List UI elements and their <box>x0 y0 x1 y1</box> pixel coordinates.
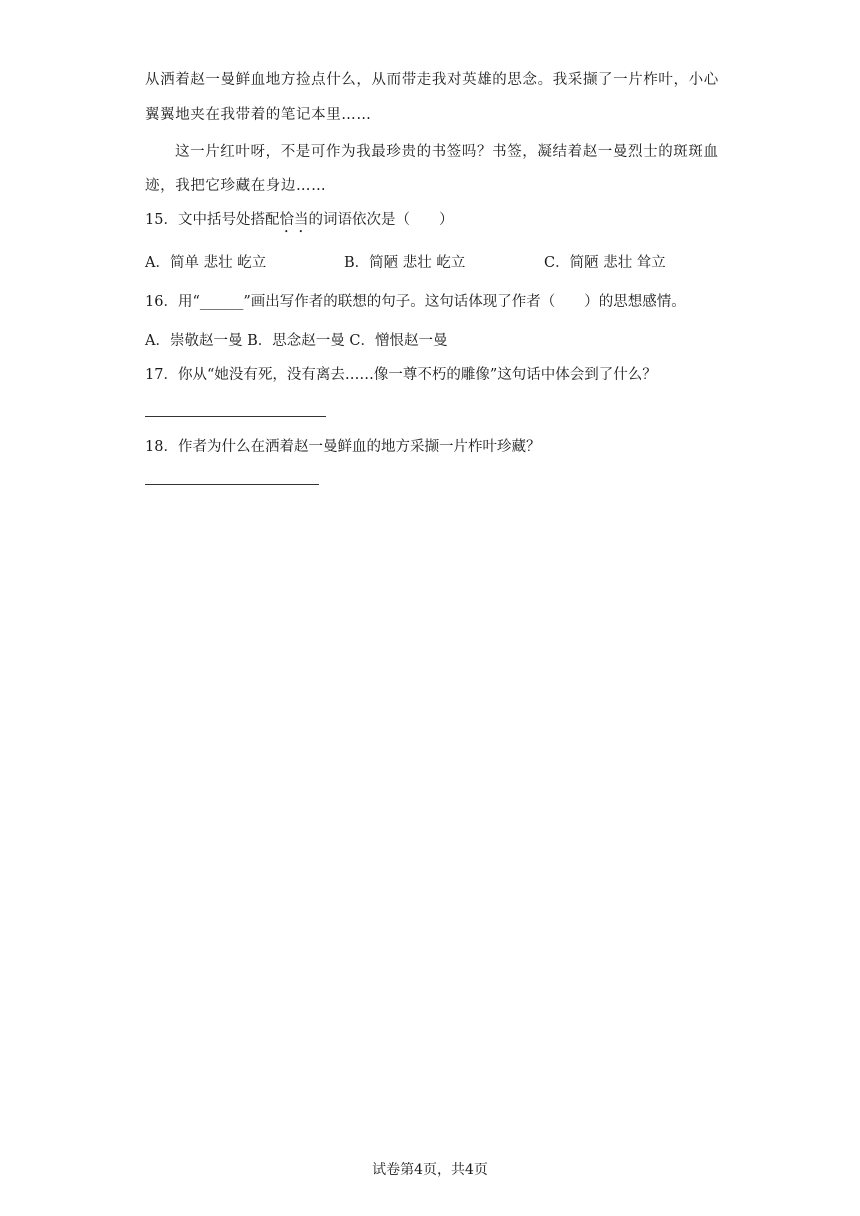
question-17-stem: 17．你从“她没有死，没有离去……像一尊不朽的雕像”这句话中体会到了什么？ <box>145 367 657 383</box>
question-16-stem: 16．用“______”画出写作者的联想的句子。这句话体现了作者（ ）的思想感情。 <box>145 294 686 310</box>
question-15-option-b: B．简陋 悲壮 屹立 <box>344 255 466 271</box>
question-18-stem: 18．作者为什么在洒着赵一曼鲜血的地方采撷一片柞叶珍藏？ <box>145 439 541 455</box>
question-16-options: A．崇敬赵一曼 B．思念赵一曼 C．憎恨赵一曼 <box>145 333 448 349</box>
passage-line-1: 从洒着赵一曼鲜血地方捡点什么，从而带走我对英雄的思念。我采撷了一片柞叶，小心 <box>145 72 719 88</box>
passage-line-3: 这一片红叶呀，不是可作为我最珍贵的书签吗？书签，凝结着赵一曼烈士的斑斑血 <box>175 144 719 160</box>
question-15-stem-part-1: 15．文中括号处搭配 <box>145 212 280 228</box>
question-15-option-a: A．简单 悲壮 屹立 <box>145 255 267 271</box>
question-17-answer-line[interactable] <box>145 416 326 417</box>
passage-line-4: 迹，我把它珍藏在身边…… <box>145 178 327 194</box>
question-15-option-c: C．简陋 悲壮 耸立 <box>544 255 666 271</box>
question-15-stem-part-2: 的词语依次是（ ） <box>308 212 454 228</box>
passage-line-2: 翼翼地夹在我带着的笔记本里…… <box>145 107 372 123</box>
page-footer: 试卷第4页，共4页 <box>372 1162 488 1178</box>
question-18-answer-line[interactable] <box>145 484 319 485</box>
question-15-stem <box>145 210 453 236</box>
question-15-emphasized-word: 恰当 <box>279 212 309 228</box>
